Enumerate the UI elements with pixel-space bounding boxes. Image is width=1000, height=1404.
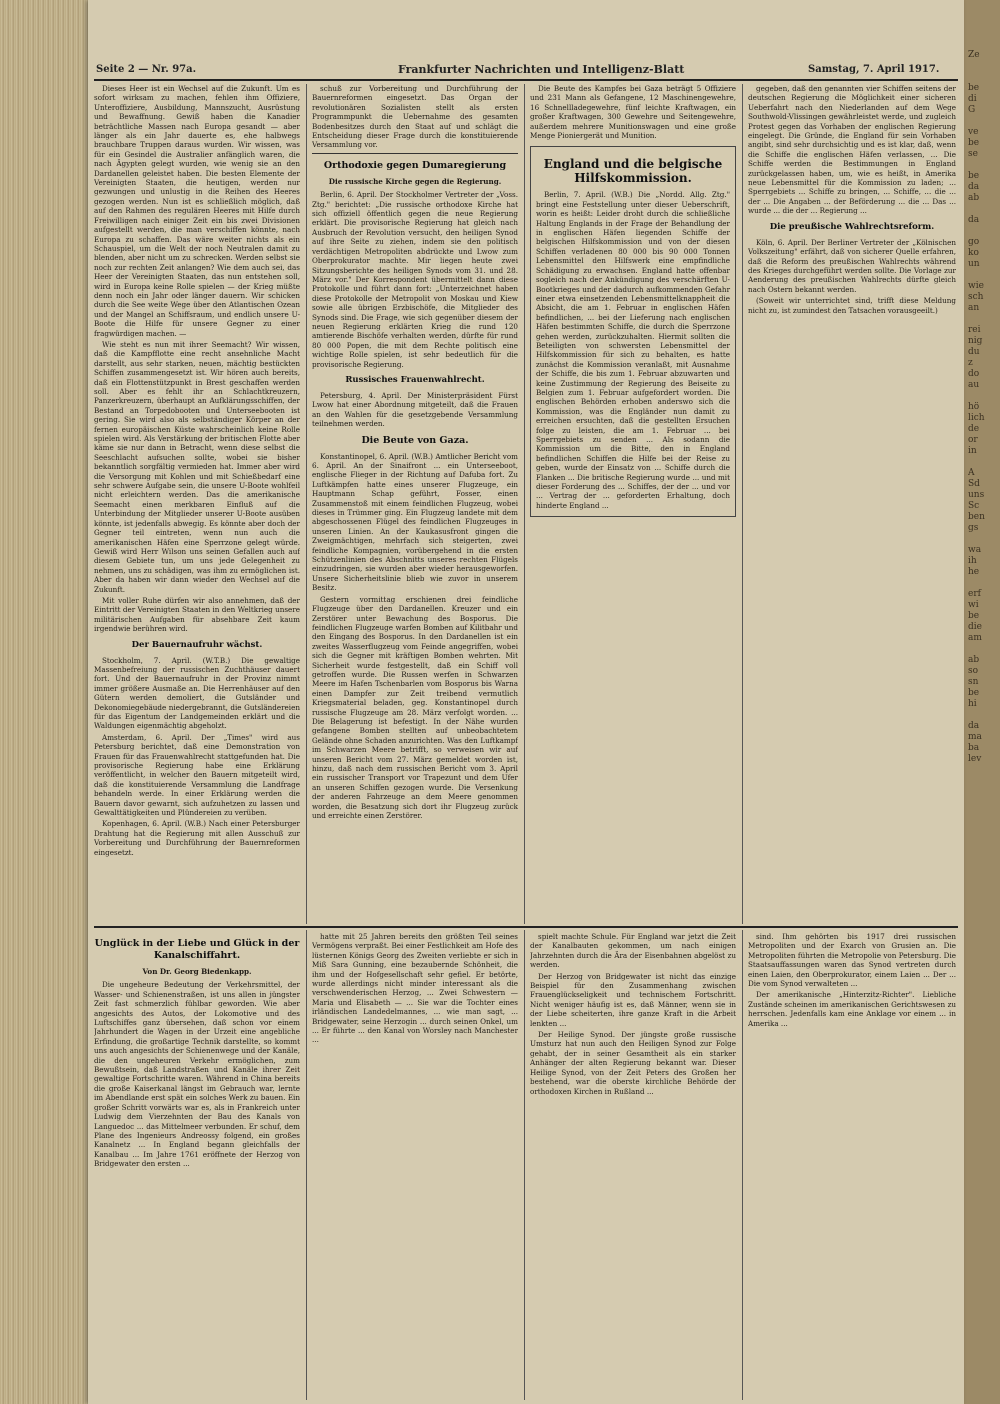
paragraph: Konstantinopel, 6. April. (W.B.) Amtlicher Bericht vom 6. April. An der Sinaifront ... ein Unterseeboot, englische Flieger in der Richtung auf Dafuba fort. Zu Luftkämpfen hatte eines unserer Flugzeuge, ein Hauptmann Schap geführt, Fosser, einen Zusammenstoß mit einem feindlichen Flugzeug, wobei dieses in Trümmer ging. Ein Flugzeug landete mit dem abgeschossenen Flügel des feindlichen Flugzeuges in unseren Linien. An der Kaukasusfront gingen die Zweigmächtigen, mehrfach sich steigerten, zwei feindliche Kompagnien, vorübergehend in die ersten Schützenlinien des Abschnitts unseres rechten Flügels einzudringen, sie wurden aber wieder herausgeworfen. Unsere Sicherheitslinie blieb wie zuvor in unserem Besitz. (312, 451, 518, 593)
subheadline: Die russische Kirche gegen die Regierung. (328, 176, 502, 186)
column-rule (742, 84, 743, 924)
headline-bauernaufruhr: Der Bauernaufruhr wächst. (131, 639, 263, 650)
paragraph: Dieses Heer ist ein Wechsel auf die Zukunft. Um es sofort wirksam zu machen, fehlen ihm Offiziere, Unteroffiziere, Ausbildung, Mannszucht, Ausrüstung und Bewaffnung. Gewiß haben die Kanadier beträchtliche Massen nach Europa gesandt — aber länger als ein Jahr dauerte es, ehe halbwegs brauchbare Truppen daraus wurden. Wir wissen, was für ein Gesindel die Australier anfänglich waren, die nach Ägypten gelegt wurden, wie wenig sie an den Dardanellen geleistet haben. Die besten Elemente der Vereinigten Staaten, die heutigen, werden nur gezwungen und unlustig in die Reihen des Heeres gezogen werden. Nun ist es schließlich möglich, daß auf den Rahmen des regulären Heeres mit Hilfe durch Freiwilligen nach einiger Zeit ein bis zwei Divisionen aufgestellt werden, die man verschiffen könnte, nach Europa zu schaffen. Das wäre weiter nichts als ein Schauspiel, um die Welt der noch Neutralen damit zu blenden, aber nicht um zu schrecken. Werden selbst sie noch zur rechten Zeit anlangen? Wie dem auch sei, das Heer der Vereinigten Staaten, das nun entstehen soll, wird in Europa keine Rolle spielen — der Krieg müßte denn noch ein Jahr oder länger dauern. Wir schicken durch die See weite Wege über den Atlantischen Ozean und der Mangel an Schiffsraum, und endlich unsere U-Boote die Hilfe für unsere Gegner zu einer fragwürdigen machen. — (94, 84, 300, 338)
column-rule (306, 84, 307, 924)
headline-beute-gaza: Die Beute von Gaza. (361, 434, 469, 446)
feuilleton-column-4 (748, 932, 956, 1398)
paragraph: spielt machte Schule. Für England war jetzt die Zeit der Kanalbauten gekommen, um nach einigen Jahrzehnten durch die Ära der Eisenbahnen abgelöst zu werden. (530, 932, 736, 970)
page-number: Seite 2 — Nr. 97a. (96, 64, 197, 75)
paragraph: schuß zur Vorbereitung und Durchführung der Bauernreformen eingesetzt. Das Organ der revolutionären Sozialisten stellt als ersten Programmpunkt die Uebernahme des gesamten Bodenbesitzes durch den Staat auf und schlägt die Entscheidung dieser Frage durch die konstituierende Versammlung vor. (312, 84, 518, 150)
paragraph: Wie steht es nun mit ihrer Seemacht? Wir wissen, daß die Kampfflotte eine recht ansehnliche Macht darstellt, aus sehr starken, neuen, mächtig bestückten Schiffen zusammengesetzt ist. Wir hören auch bereits, daß ein Flottenstützpunkt in Brest geschaffen werden soll. Aber es fehlt ihr an Schlachtkreuzern, Panzerkreuzern, überhaupt an Aufklärungsschiffen, der Bestand an Torpedobooten und Unterseebooten ist gering. Sie wird also als selbständiger Körper an der fernen europäischen Küste wahrscheinlich keine Rolle spielen wird. Als Verstärkung der britischen Flotte aber käme sie nur dann in Betracht, wenn diese selbst die Seeschlacht aufsuchen sollte, wobei sie bisher bekanntlich sorgfältig vermieden hat. Immer aber wird die Versorgung mit Kohlen und mit Schießbedarf eine sehr schwere Aufgabe sein, die unsere U-Boote wohlfeil nicht erleichtern werden. Das die amerikanische Seemacht einen merkbaren Einfluß auf die Unterbindung der Mitglieder unserer U-Boote ausüben könnte, ist jedenfalls abwegig. Es könnte aber doch der Gegner teil eintreten, wenn nun auch die amerikanischen Häfen eine Sperrzone gelegt würde. Gewiß wird Herr Wilson uns seinen Gefallen auch auf diesem Gebiete tun, um uns jede Gelegenheit zu nehmen, uns zu schädigen, was ihm zu ermöglichen ist. Aber da haben wir dann wieder den Wechsel auf die Zukunft. (94, 339, 300, 594)
header-rule (94, 79, 958, 81)
paragraph: Der Heilige Synod. Der jüngste große russische Umsturz hat nun auch den Heiligen Synod zur Folge gehabt, der in seiner Gesamtheit als ein starker Anhänger der alten Regierung bekannt war. Dieser Heilige Synod, von der Zeit Peters des Großen her bestehend, war die oberste kirchliche Behörde der orthodoxen Kirchen in Rußland ... (530, 1030, 736, 1096)
headline-frauenwahlrecht: Russisches Frauenwahlrecht. (345, 374, 485, 385)
masthead: Frankfurter Nachrichten und Intelligenz-Blatt (398, 63, 685, 76)
paragraph: Gestern vormittag erschienen drei feindliche Flugzeuge über den Dardanellen. Kreuzer und ein Zerstörer unter Bewachung des Bosporus. Die feindlichen Flugzeuge warfen Bomben auf Kilitbahr und den Eingang des Bosporus. In den Dardanellen ist ein zweites Wasserflugzeug vom Feinde angegriffen, wobei sich die Gegner mit kräftigen Bomben wehrten. Mit Sicherheit wurde festgestellt, daß ein Schiff voll getroffen wurde. Die Russen werfen in Schwarzen Meere im Hafen Tschenbarlen vom Bosporus bis Warna einen Dampfer zur Zeit treibend vermutlich Kriegsmaterial beladen, geg. Konstantinopel durch russische Flugzeuge am 28. März verfolgt worden. ... Die Belagerung ist befestigt. In der Nähe wurden gefangene Bomben stellten auf unbeobachtetem Gelände ohne Schaden anzurichten. Was den Luftkampf im Schwarzen Meere betrifft, so verweisen wir auf unseren Bericht vom 27. März gemeldet worden ist, hinzu, daß nach dem russischen Bericht vom 3. April ein russischer Transport vor Trapezunt und dem Ufer an unseren Schiffen gezogen wurde. Die Versenkung der anderen Fahrzeuge an dem Meere genommen worden, die Besatzung sich dort ihr Flugzeug zurück und erreichte einen Zerstörer. (312, 594, 518, 821)
paragraph: Der Herzog von Bridgewater ist nicht das einzige Beispiel für den Zusammenhang zwischen Frauenglückseligkeit und technischem Fortschritt. Nicht weniger häufig ist es, daß Männer, wenn sie in der Liebe scheiterten, ihre ganze Kraft in die Arbeit lenkten ... (530, 971, 736, 1028)
headline-wahlrechtsreform: Die preußische Wahlrechtsreform. (769, 221, 935, 232)
author-byline: Von Dr. Georg Biedenkapp. (142, 967, 252, 976)
feuilleton-rule (94, 926, 958, 928)
column-rule (306, 930, 307, 1400)
next-page-text: Ze be di G ve be se be da ab da go ko un wie sch an rei nig du z do au hö lich de or in A Sd uns Sc ben gs wa ih he erf wi be die am ab so sn be hi da ma ba lev (968, 50, 985, 764)
book-binding-edge (0, 0, 92, 1404)
column-4 (748, 84, 956, 924)
paragraph: Die ungeheure Bedeutung der Verkehrsmittel, der Wasser- und Schienenstraßen, ist uns allen in jüngster Zeit fast schmerzlich fühlbar geworden. Wie aber angesichts des Autos, der Lokomotive und des Luftschiffes ganz übersehen, daß schon vor einem Jahrhundert die Wagen in der Urzeit eine angebliche Erfindung, die großartige Technik darstellte, so kommt uns auch angesichts der Schienenwege und der Kanäle, die den ungeheuren Verkehr ermöglichen, zum Bewußtsein, daß Landstraßen und Kanäle ihrer Zeit gewaltige Fortschritte waren. Während in China bereits die große Kaiserkanal längst im Gebrauch war, lernte im Abendlande erst spät ein solches Werk zu bauen. Ein großer Schritt vorwärts war es, als in Frankreich unter Ludwig dem Vierzehnten der Bau des Kanals von Languedoc ... das Mittelmeer verbunden. Er schuf, dem Plane des Ingenieurs Andreossy folgend, ein großes Kanalnetz ... In England begann gleichfalls der Kanalbau ... Im Jahre 1761 eröffnete der Herzog von Bridgewater den ersten ... (94, 980, 300, 1169)
paragraph: Mit voller Ruhe dürfen wir also annehmen, daß der Eintritt der Vereinigten Staaten in den Weltkrieg unsere militärischen Aufgaben für absehbare Zeit kaum irgendwie berühren wird. (94, 595, 300, 634)
feuilleton-column-3 (530, 932, 736, 1398)
paragraph: Köln, 6. April. Der Berliner Vertreter der „Kölnischen Volkszeitung" erfährt, daß von sicherer Quelle erfahren, daß die Reform des preußischen Wahlrechts während des Krieges durchgeführt werden sollte. Die Vorlage zur Aenderung des preußischen Wahlrechts dürfte gleich nach Ostern bekannt werden. (748, 237, 956, 294)
column-3 (530, 84, 736, 924)
paragraph: Der amerikanische „Hinterzitz-Richter". Liebliche Zustände scheinen im amerikanischen Gerichtswesen zu herrschen. Jedenfalls kam eine Anklage vor einem ... in Amerika ... (748, 990, 956, 1028)
feuilleton-column-2 (312, 932, 518, 1398)
paragraph: Berlin, 6. April. Der Stockholmer Vertreter der „Voss. Ztg." berichtet: „Die russische orthodoxe Kirche hat sich offiziell öffentlich gegen die neue Regierung erklärt. Die provisorische Regierung hat gleich nach Ausbruch der Revolution versucht, den heiligen Synod auf ihre Seite zu ziehen, indem sie den politisch verdächtigen Metropoliten abdrückte und Lwow zum Oberprokurator machte. Mir liegen heute zwei Sitzungsberichte des heiligen Synods vom 31. und 28. März vor." Der Korrespondent übermittelt dann diese Protokolle und führt dann fort: „Unterzeichnet haben diese Protokolle der Metropolit von Moskau und Kiew sowie alle übrigen Erzbischöfe, die Mitglieder des Synods sind. Die Frage, wie sich gegenüber diesem der neuen Regierung erklärten Krieg die rund 120 amtierende Bischöfe verhalten werden, dürfte für rund 80 000 Popen, die mit dem Rechte politisch eine wichtige Rolle spielen, ist sehr bedeutlich für die provisorische Regierung. (312, 190, 518, 369)
headline-orthodoxie: Orthodoxie gegen Dumaregierung (323, 159, 507, 171)
paragraph: hatte mit 25 Jahren bereits den größten Teil seines Vermögens verpraßt. Bei einer Festlichkeit am Hofe des lüsternen Königs Georg des Zweiten verliebte er sich in Miß Sara Gunning, eine bezaubernde Schönheit, die ihm und der Hofgesellschaft sehr gefiel. Er betörte, wurde allerdings nicht minder interessant als die verschwenderischen Herzog, ... Zwei Schwestern — Maria und Elisabeth — ... Sie war die Tochter eines irländischen Landedelmannes, ... wie man sagt, ... Bridgewater, seine Herzogin ... durch seinen Onkel, um ... Er führte ... den Kanal von Worsley nach Manchester ... (312, 932, 518, 1045)
paragraph: (Soweit wir unterrichtet sind, trifft diese Meldung nicht zu, ist zumindest den Tatsachen vorausgeeilt.) (748, 296, 956, 315)
paragraph: Berlin, 7. April. (W.B.) Die „Nordd. Allg. Ztg." bringt eine Feststellung unter dieser Ueberschrift, worin es heißt: Leider droht durch die schließliche Haltung Englands in der Frage der Behandlung der in englischen Häfen liegenden Schiffe der belgischen Hilfskommission und von der diesen Schiffen verladenen 80 000 bis 90 000 Tonnen Lebensmittel den Hilfswerk eine empfindliche Schädigung zu erwachsen. England hatte offenbar sogleich nach der Ankündigung des verschärften U-Bootkrieges und der dadurch aufkommenden Gefahr einer etwa einsetzenden Lebensmittelknappheit die Absicht, die am 1. Februar in englischen Häfen befindlichen, ... bei der Lieferung nach englischen Häfen bestimmten Schiffe, die durch die Sperrzone gehen werden, zurückzuhalten. Hiermit sollten die Beteiligten von schwersten Lebensmittel der Hilfskommission für sich zu behalten, es hatte zunächst die Kommission veranlaßt, mit Ausnahme der Schiffe, die bis zum 1. Februar abzuwarten und keine Zustimmung der Regierung des Beiseite zu Belgien zum 1. Februar aufgefordert worden. Die englischen Behörden erhoben anderswo sich die Kommission, was die Engländer nun damit zu erreichen ersuchten, daß die gestellten Ersuchen folge zu leisten, die am 1. Februar ... bei Sperrgebiets zu senden ... Als sodann die Kommission um die Bitte, den in England befindlichen Schiffen die Hilfe bei der Reise zu geben, wurde der Einsatz von ... Schiffe durch die Flanken ... Die britische Regierung wurde ... und mit dieser Forderung des ... Schiffes, der der ... und vor ... Vertrag der ... geforderten Erhaltung, doch hinderte England ... (536, 190, 730, 510)
issue-date: Samstag, 7. April 1917. (808, 64, 940, 75)
feuilleton-column-1 (94, 932, 300, 1398)
column-rule (524, 930, 525, 1400)
column-1 (94, 84, 300, 924)
column-2 (312, 84, 518, 924)
paragraph: sind. Ihm gehörten bis 1917 drei russischen Metropoliten und der Exarch von Grusien an. Die Metropoliten führten die Metropolie von Petersburg. Die Staatsauffassungen waren das Synod vertreten durch einen Laien, den Oberprokurator, einem Laien ... Der ... Die vom Synod verwalteten ... (748, 932, 956, 989)
paragraph: Stockholm, 7. April. (W.T.B.) Die gewaltige Massenbefreiung der russischen Zuchthäuser dauert fort. Und der Bauernaufruhr in der Provinz nimmt immer größere Ausmaße an. Die Herrenhäuser auf den Gütern werden demoliert, die Gutsländer und Dekonomiegebäude niedergebrannt, die Gutsländereien für das Eigentum der Landgemeinden erklärt und die Waldungen eigenmächtig abgeholzt. (94, 655, 300, 731)
paragraph: Kopenhagen, 6. April. (W.B.) Nach einer Petersburger Drahtung hat die Regierung mit allen Ausschuß zur Vorbereitung und Durchführung der Bauernreformen eingesetzt. (94, 819, 300, 857)
newspaper-sheet (88, 0, 964, 1404)
column-rule (742, 930, 743, 1400)
paragraph: Amsterdam, 6. April. Der „Times" wird aus Petersburg berichtet, daß eine Demonstration von Frauen für das Frauenwahlrecht stattgefunden hat. Die provisorische Regierung habe eine Erklärung veröffentlicht, in welcher den Bauern mitgeteilt wird, daß die konstituierende Versammlung die Landfrage behandeln werde. In einer Erklärung werden die Bauern davor gewarnt, sich aufzuhetzen zu lassen und Gewalttätigkeiten und Plündereien zu verüben. (94, 732, 300, 818)
headline-feuilleton: Unglück in der Liebe und Glück in der Kanalschiffahrt. (94, 938, 300, 961)
section-rule (312, 153, 518, 154)
paragraph: gegeben, daß den genannten vier Schiffen seitens der deutschen Regierung die Möglichkeit einer sicheren Ueberfahrt nach den Niederlanden auf dem Wege Southwold-Vlissingen gewährleistet werde, und zugleich Protest gegen das Vorhaben der englischen Regierung eingelegt. Die Gründe, die England für sein Vorhaben angibt, sind sehr durchsichtig und es ist klar, daß, wenn die Schiffe die englischen Häfen verlassen, ... Die Schiffe werden die Bestimmungen in England zurückgelassen haben, um, wie es heißt, in Amerika neue Lebensmittel für die Kommission zu laden; ... Sperrgebiets ... Schiffe zu bringen, ... Schiffe, ... die ... der ... Die Angaben ... der Beförderung ... die ... Das ... wurde ... die der ... Regierung ... (748, 84, 956, 216)
boxed-article (530, 146, 736, 517)
paragraph: Petersburg, 4. April. Der Ministerpräsident Fürst Lwow hat einer Abordnung mitgeteilt, daß die Frauen an den Wahlen für die gesetzgebende Versammlung teilnehmen werden. (312, 390, 518, 429)
paragraph: Die Beute des Kampfes bei Gaza beträgt 5 Offiziere und 231 Mann als Gefangene, 12 Maschinengewehre, 16 Schnellladegewehre, fünf leichte Kraftwagen, ein großer Kraftwagen, 300 Gewehre und Seitengewehre, außerdem mehrere Munitionswagen und eine große Menge Pioniergerät und Munition. (530, 84, 736, 141)
column-rule (524, 84, 525, 924)
headline-belgische-hilfskommission: England und die belgische Hilfskommission. (543, 157, 723, 186)
